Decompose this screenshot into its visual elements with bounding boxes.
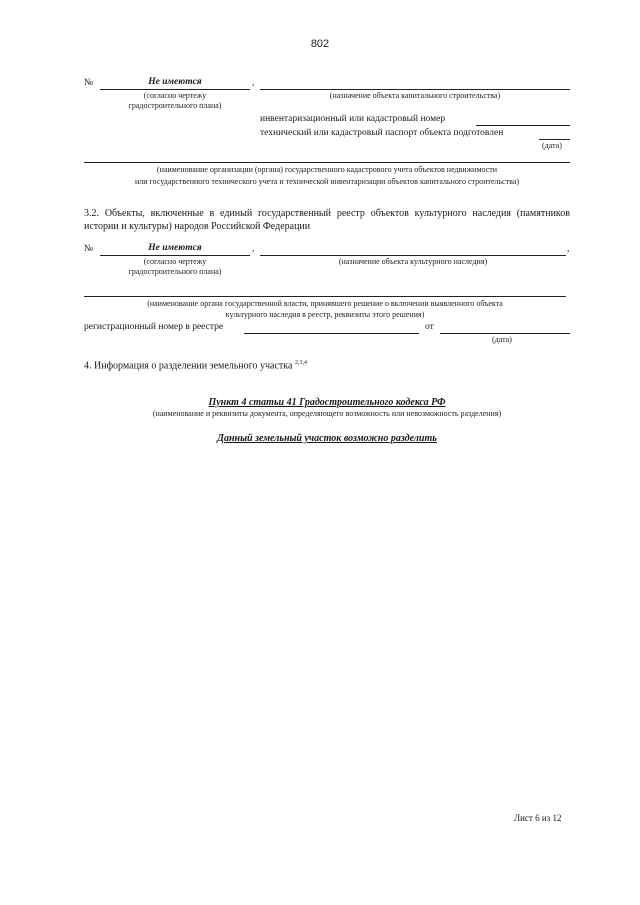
capital-value: Не имеются — [148, 77, 202, 87]
capital-no-underline — [100, 89, 250, 90]
capital-date-caption: (дата) — [542, 141, 562, 150]
capital-caption-left-2: градостроительного плана) — [128, 101, 222, 110]
division-heading-text: 4. Информация о разделении земельного участка — [84, 360, 293, 372]
heritage-comma: , — [252, 244, 255, 254]
capital-caption-right: (назначение объекта капитального строительства) — [329, 91, 501, 100]
reg-from-label: от — [425, 322, 434, 332]
passport-label: технический или кадастровый паспорт объекта подготовлен — [260, 128, 504, 138]
heritage-end-comma: , — [567, 244, 570, 254]
heritage-no-label: № — [84, 244, 94, 254]
reg-date-underline — [440, 333, 570, 334]
authority-caption-2: культурного наследия в реестр, реквизиты этого решения) — [225, 310, 425, 319]
reg-number-label: регистрационный номер в реестре — [84, 322, 224, 332]
division-heading — [84, 360, 307, 371]
inventory-underline — [476, 125, 570, 126]
capital-no-label: № — [84, 78, 94, 88]
reg-number-underline — [244, 333, 419, 334]
heritage-caption-left-1: (согласно чертежу — [143, 257, 207, 266]
division-document-caption: (наименование и реквизиты документа, определяющего возможность или невозможность разделения) — [152, 409, 502, 418]
heritage-value: Не имеются — [148, 243, 202, 253]
page-number: 802 — [310, 38, 330, 50]
inventory-label: инвентаризационный или кадастровый номер — [260, 114, 446, 124]
heritage-caption-right: (назначение объекта культурного наследия) — [338, 257, 488, 266]
division-document-ref: Пункт 4 статьи 41 Градостроительного кодекса РФ — [208, 397, 446, 408]
division-footnote-ref: 2,3,4 — [294, 360, 307, 366]
org-caption-1: (наименование организации (органа) государственного кадастрового учета объектов недвижимости — [156, 165, 498, 174]
authority-underline — [84, 296, 566, 297]
capital-comma: , — [252, 78, 255, 88]
capital-purpose-underline — [260, 89, 570, 90]
heritage-caption-left-2: градостроительного плана) — [128, 267, 222, 276]
authority-caption-1: (наименование органа государственной власти, принявшего решение о включении выявленного объекта — [147, 299, 503, 308]
org-underline — [84, 162, 570, 163]
passport-underline — [539, 139, 570, 140]
heritage-date-caption: (дата) — [492, 335, 512, 344]
heritage-purpose-underline — [260, 255, 566, 256]
heritage-no-underline — [100, 255, 250, 256]
capital-caption-left-1: (согласно чертежу — [143, 91, 207, 100]
division-conclusion: Данный земельный участок возможно разделить — [217, 433, 437, 444]
sheet-counter: Лист 6 из 12 — [514, 813, 562, 823]
org-caption-2: или государственного технического учета и технической инвентаризации объектов капитального строительства) — [134, 177, 519, 186]
heritage-heading: 3.2. Объекты, включенные в единый государственный реестр объектов культурного наследия (памятников истории и культуры) народов Российской Федерации — [84, 208, 570, 232]
